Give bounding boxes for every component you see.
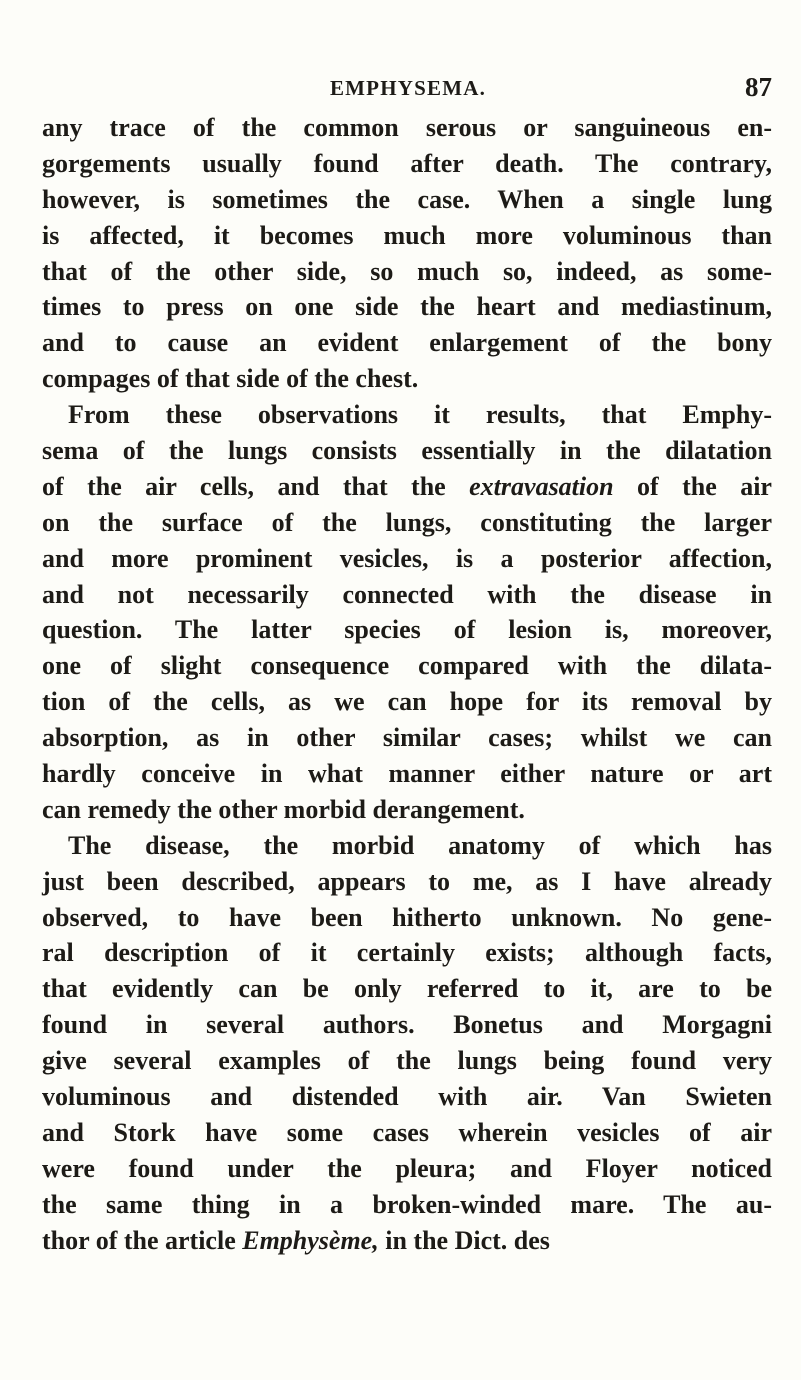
italic-term: extravasation <box>469 471 614 501</box>
text-line <box>42 182 772 218</box>
text-run: observed, to have been hitherto unknown. No gene- <box>42 902 772 932</box>
text-run: that of the other side, so much so, indeed, as some- <box>42 256 772 286</box>
text-line <box>42 900 772 936</box>
body-text <box>42 110 772 1259</box>
text-run: that evidently can be only referred to it, are to be <box>42 974 772 1004</box>
text-line <box>42 397 772 433</box>
text-line <box>42 505 772 541</box>
text-line <box>42 1043 772 1079</box>
text-run: can remedy the other morbid derangement. <box>42 794 525 824</box>
text-line <box>42 864 772 900</box>
text-run: give several examples of the lungs being found very <box>42 1046 772 1076</box>
text-run: is affected, it becomes much more voluminous than <box>42 220 772 250</box>
text-run: and Stork have some cases wherein vesicles of air <box>42 1117 772 1147</box>
text-line <box>42 612 772 648</box>
text-run: ral description of it certainly exists; although facts, <box>42 938 772 968</box>
text-run: in the Dict. des <box>378 1225 550 1255</box>
text-run: times to press on one side the heart and mediastinum, <box>42 292 772 322</box>
text-line <box>42 1223 772 1259</box>
text-line <box>42 1079 772 1115</box>
text-run: just been described, appears to me, as I have already <box>42 866 772 896</box>
text-run: and not necessarily connected with the disease in <box>42 579 772 609</box>
page-number: 87 <box>745 72 772 102</box>
text-line <box>42 935 772 971</box>
text-run: hardly conceive in what manner either nature or art <box>42 759 772 789</box>
text-run: any trace of the common serous or sanguineous en- <box>42 113 772 142</box>
text-line <box>42 1007 772 1043</box>
text-run: and to cause an evident enlargement of the bony <box>42 328 772 358</box>
text-line <box>42 648 772 684</box>
text-run: of the air <box>613 471 772 501</box>
text-run: question. The latter species of lesion is, moreover, <box>42 615 772 645</box>
running-title: EMPHYSEMA. <box>329 76 487 100</box>
text-run: tion of the cells, as we can hope for its removal by <box>42 687 772 717</box>
text-run: of the air cells, and that the <box>42 471 470 501</box>
text-run: compages of that side of the chest. <box>42 364 419 394</box>
italic-term: Emphysème, <box>242 1225 379 1255</box>
text-line <box>42 684 772 720</box>
text-line <box>42 254 772 290</box>
text-line <box>42 325 772 361</box>
text-line <box>42 1187 772 1223</box>
text-line <box>42 1151 772 1187</box>
text-line <box>42 146 772 182</box>
text-run: were found under the pleura; and Floyer noticed <box>42 1153 772 1183</box>
text-run: thor of the article <box>42 1225 243 1255</box>
text-run: gorgements usually found after death. The contrary, <box>42 148 772 178</box>
text-line <box>42 720 772 756</box>
text-run: sema of the lungs consists essentially in the dilatation <box>42 436 772 466</box>
text-line <box>42 218 772 254</box>
text-run: one of slight consequence compared with the dilata- <box>42 651 772 681</box>
text-line <box>42 828 772 864</box>
text-run: and more prominent vesicles, is a posterior affection, <box>42 543 772 573</box>
text-line <box>42 971 772 1007</box>
text-line <box>42 433 772 469</box>
text-line <box>42 110 772 146</box>
text-run: voluminous and distended with air. Van Swieten <box>42 1082 772 1112</box>
text-line <box>42 289 772 325</box>
text-line <box>42 792 772 828</box>
text-run: the same thing in a broken-winded mare. The au- <box>42 1189 772 1219</box>
running-head <box>40 72 776 108</box>
text-run: found in several authors. Bonetus and Morgagni <box>42 1010 772 1040</box>
text-run: however, is sometimes the case. When a single lung <box>42 184 772 214</box>
text-line <box>42 1115 772 1151</box>
text-line <box>42 469 772 505</box>
text-run: absorption, as in other similar cases; whilst we can <box>42 723 772 753</box>
text-line <box>42 361 772 397</box>
text-line <box>42 756 772 792</box>
text-line <box>42 577 772 613</box>
text-run: on the surface of the lungs, constituting the larger <box>42 507 772 537</box>
text-line <box>42 541 772 577</box>
text-run: The disease, the morbid anatomy of which has <box>68 830 772 860</box>
text-run: From these observations it results, that Emphy- <box>68 400 772 430</box>
